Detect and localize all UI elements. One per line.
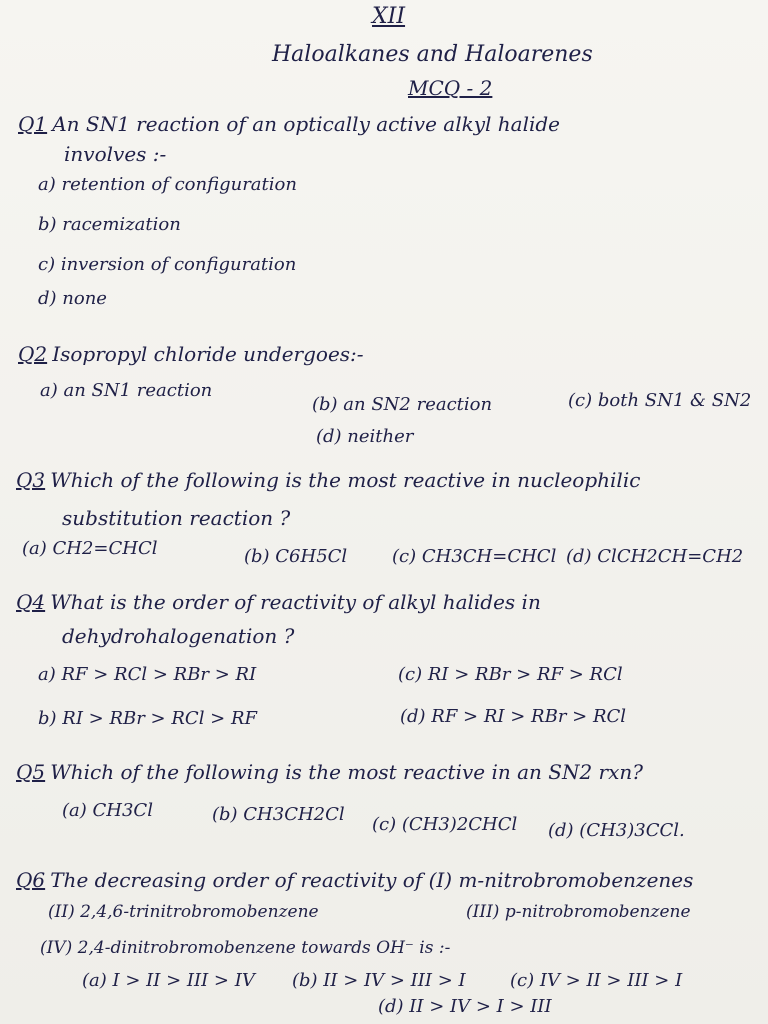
option-a: (a) I > II > III > IV xyxy=(82,970,255,991)
option-d: (d) II > IV > I > III xyxy=(378,996,552,1017)
option-c: (c) CH3CH=CHCl xyxy=(392,546,557,567)
option-b: (b) C6H5Cl xyxy=(244,546,348,567)
question-text-continued: (II) 2,4,6-trinitrobromobenzene xyxy=(48,902,319,922)
question-text-continued: involves :- xyxy=(64,142,167,166)
option-c: c) inversion of configuration xyxy=(38,254,297,275)
option-a: a) RF > RCl > RBr > RI xyxy=(38,664,257,685)
question-text: Isopropyl chloride undergoes:- xyxy=(52,342,364,366)
question-number: Q2 xyxy=(18,342,48,366)
option-b: (b) CH3CH2Cl xyxy=(212,804,345,825)
option-a: (a) CH2=CHCl xyxy=(22,538,158,559)
option-c: (c) (CH3)2CHCl xyxy=(372,814,518,835)
option-c: (c) both SN1 & SN2 xyxy=(568,390,752,411)
option-a: a) an SN1 reaction xyxy=(40,380,213,401)
option-b: (b) II > IV > III > I xyxy=(292,970,466,991)
option-d: (d) (CH3)3CCl. xyxy=(548,820,685,841)
question-text: Which of the following is the most reactive in nucleophilic xyxy=(50,468,641,492)
question-text: An SN1 reaction of an optically active alkyl halide xyxy=(52,112,561,136)
question-text: What is the order of reactivity of alkyl halides in xyxy=(50,590,541,614)
question-number: Q3 xyxy=(16,468,46,492)
option-c: (c) RI > RBr > RF > RCl xyxy=(398,664,623,685)
question-5 xyxy=(16,760,643,784)
option-d: (d) neither xyxy=(316,426,414,447)
option-a: a) retention of configuration xyxy=(38,174,297,195)
question-text-continued: (III) p-nitrobromobenzene xyxy=(466,902,691,922)
worksheet-title: Haloalkanes and Haloarenes xyxy=(272,42,593,67)
question-text: Which of the following is the most reactive in an SN2 rxn? xyxy=(50,760,644,784)
question-3 xyxy=(16,468,640,492)
question-6 xyxy=(16,868,693,892)
grade-label: XII xyxy=(372,4,406,29)
question-text-continued: dehydrohalogenation ? xyxy=(62,624,295,648)
question-number: Q4 xyxy=(16,590,46,614)
option-d: d) none xyxy=(38,288,107,309)
option-c: (c) IV > II > III > I xyxy=(510,970,683,991)
question-text-continued: substitution reaction ? xyxy=(62,506,291,530)
question-text: The decreasing order of reactivity of (I) m-nitrobromobenzenes xyxy=(50,868,694,892)
question-2 xyxy=(18,342,364,366)
question-number: Q1 xyxy=(18,112,48,136)
question-number: Q6 xyxy=(16,868,46,892)
question-text-continued: (IV) 2,4-dinitrobromobenzene towards OH⁻ is :- xyxy=(40,938,451,958)
option-b: b) racemization xyxy=(38,214,181,235)
option-a: (a) CH3Cl xyxy=(62,800,153,821)
option-b: b) RI > RBr > RCl > RF xyxy=(38,708,258,729)
question-1 xyxy=(18,112,560,136)
question-4 xyxy=(16,590,541,614)
option-d: (d) ClCH2CH=CH2 xyxy=(566,546,744,567)
question-number: Q5 xyxy=(16,760,46,784)
option-d: (d) RF > RI > RBr > RCl xyxy=(400,706,627,727)
option-b: (b) an SN2 reaction xyxy=(312,394,493,415)
worksheet-subtitle: MCQ - 2 xyxy=(408,76,493,100)
